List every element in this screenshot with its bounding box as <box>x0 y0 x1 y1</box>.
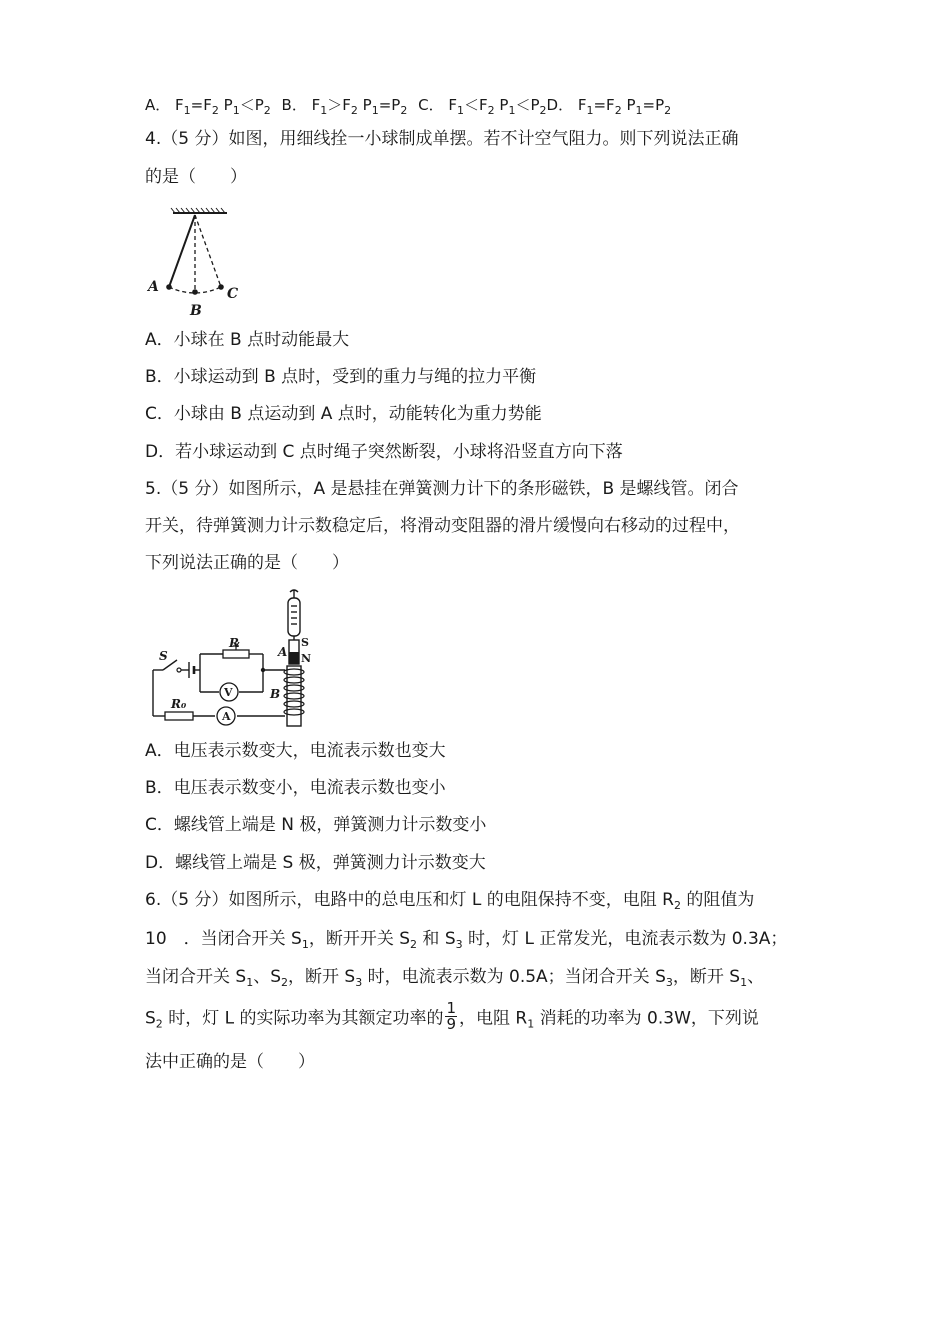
q6-line5: 法中正确的是（ ） <box>145 1052 315 1072</box>
ball-b <box>192 289 198 295</box>
q5-stem-line3: 下列说法正确的是（ ） <box>145 553 349 573</box>
label-magnet: A <box>278 645 288 659</box>
fraction-one-ninth: $\frac{1}{9}$ <box>446 999 457 1033</box>
q5-option-d: D．螺线管上端是 S 极，弹簧测力计示数变大 <box>145 853 486 873</box>
label-c: C <box>227 286 239 302</box>
q3-option-a: A． $F_1=F_2$ $P_1<P_2$ <box>145 96 271 117</box>
circuit-figure <box>145 588 320 733</box>
q5-stem-line2: 开关，待弹簧测力计示数稳定后，将滑动变阻器的滑片缓慢向右移动的过程中， <box>145 516 740 536</box>
label-resistor: R₀ <box>171 697 187 711</box>
ball-c <box>218 284 224 290</box>
label-switch: S <box>159 649 168 663</box>
label-pole-s: S <box>301 636 309 649</box>
q3-option-c: C． $F_1<F_2$ $P_1<P_2$ <box>418 96 547 117</box>
q6-line3: 当闭合开关 $S_1$、$S_2$，断开 $S_3$ 时，电流表示数为 0.5A；当闭合开关 $S_3$，断开 $S_1$、 <box>145 967 765 989</box>
q3-option-d: D． $F_1=F_2$ $P_1=P_2$ <box>546 96 672 117</box>
spring-scale <box>288 598 300 636</box>
q6-line4: $S_2$ 时，灯 L 的实际功率为其额定功率的 $\frac{1}{9}$ ，电阻 $R_1$ 消耗的功率为 0.3W，下列说 <box>145 999 759 1033</box>
rheostat <box>223 650 249 658</box>
q3-options-line <box>145 94 671 116</box>
label-ammeter: A <box>222 710 231 723</box>
q5-option-b: B．电压表示数变小，电流表示数也变小 <box>145 778 446 798</box>
q6-line1: 6.（5 分）如图所示，电路中的总电压和灯 L 的电阻保持不变，电阻 $R_2$ 的阻值为 <box>145 890 755 912</box>
q4-option-a: A．小球在 B 点时动能最大 <box>145 330 350 350</box>
label-voltmeter: V <box>224 686 233 699</box>
q4-option-b: B．小球运动到 B 点时，受到的重力与绳的拉力平衡 <box>145 367 537 387</box>
label-pole-n: N <box>301 652 312 665</box>
ball-a <box>166 284 172 290</box>
label-rheostat: R <box>229 636 239 650</box>
q4-option-c: C．小球由 B 点运动到 A 点时，动能转化为重力势能 <box>145 404 542 424</box>
q4-option-d: D．若小球运动到 C 点时绳子突然断裂，小球将沿竖直方向下落 <box>145 442 623 462</box>
pendulum-string-solid <box>169 215 195 287</box>
q4-stem-line1: 4.（5 分）如图，用细线拴一小球制成单摆。若不计空气阻力。则下列说法正确 <box>145 129 739 149</box>
q5-option-a: A．电压表示数变大，电流表示数也变大 <box>145 741 446 761</box>
q5-stem-line1: 5.（5 分）如图所示，A 是悬挂在弹簧测力计下的条形磁铁，B 是螺线管。闭合 <box>145 479 739 499</box>
label-coil: B <box>270 687 281 701</box>
magnet-n-half <box>289 652 299 664</box>
q3-option-b: B． $F_1>F_2$ $P_1=P_2$ <box>281 96 408 117</box>
pendulum-string-dashed-c <box>195 215 221 287</box>
resistor-r0 <box>165 712 193 720</box>
label-b: B <box>190 303 202 319</box>
q4-stem-line2: 的是（ ） <box>145 167 247 187</box>
q6-line2: 10 ．当闭合开关 $S_1$，断开开关 $S_2$ 和 $S_3$ 时，灯 L 正常发光，电流表示数为 0.3A； <box>145 929 788 951</box>
pendulum-figure <box>145 205 245 320</box>
q5-option-c: C．螺线管上端是 N 极，弹簧测力计示数变小 <box>145 815 487 835</box>
label-a: A <box>148 279 159 295</box>
